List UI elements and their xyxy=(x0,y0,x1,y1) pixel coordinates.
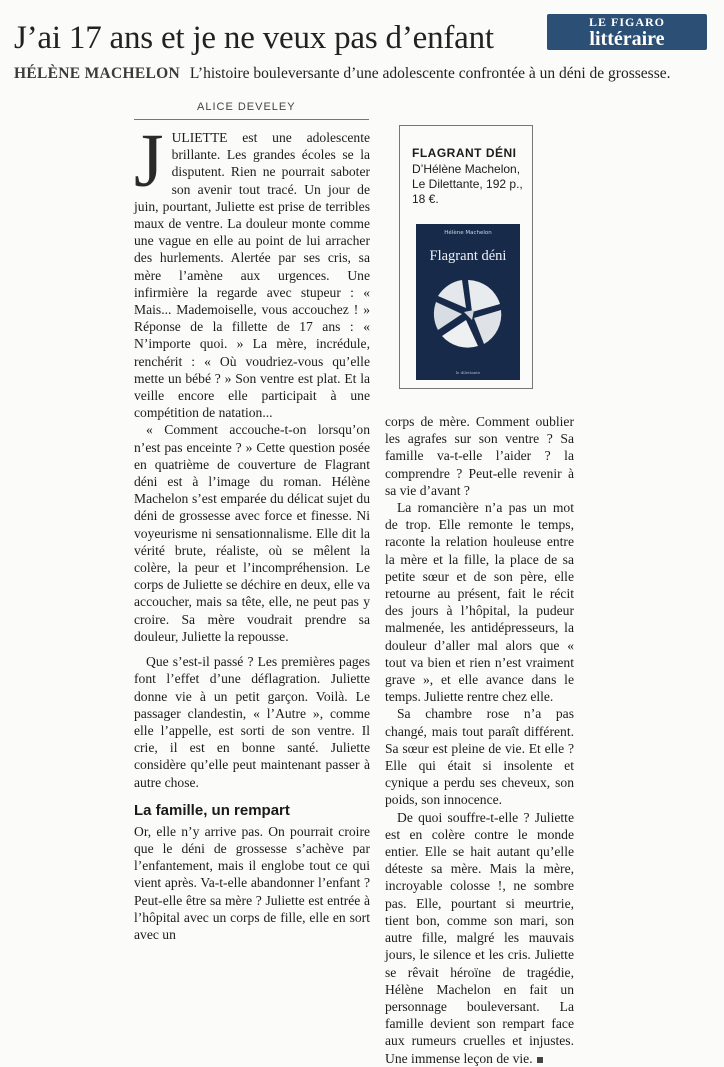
byline: ALICE DEVELEY xyxy=(197,101,296,113)
paragraph-8 xyxy=(385,809,574,1067)
article-column-2 xyxy=(385,413,574,1067)
paragraph-2: « Comment accouche-t-on lorsqu’on n’est pas enceinte ? » Cette question posée en quatrième de couverture de Flagrant déni est à l’image du roman. Hélène Machelon s’est emparée du délicat sujet du déni de grossesse avec force et finesse. Ni voyeurisme ni sensationnalisme. Elle dit la vérité brute, réaliste, où se mêlent la colère, la peur et l’incompréhension. Le corps de Juliette se déchire en deux, elle va accoucher, mais sa tête, elle, ne peut pas y croire. Sa mère voudrait prendre sa douleur, Juliette la repousse. xyxy=(134,422,370,644)
standfirst: L’histoire bouleversante d’une adolescente confrontée à un déni de grossesse. xyxy=(189,65,671,82)
section-subtitle: La famille, un rempart xyxy=(134,801,290,819)
paragraph-3: Que s’est-il passé ? Les premières pages font l’effet d’une déflagration. Juliette donne vie à un petit garçon. Voilà. Le passager clandestin, « l’Autre », comme elle l’appelle, est sorti de son ventre. Il crie, il est en bonne santé. Juliette considère qu’elle peut maintenant passer à autre chose. xyxy=(134,654,370,790)
cover-title: Flagrant déni xyxy=(429,248,507,264)
paragraph-1-text: ULIETTE est une adolescente brillante. Les grandes écoles se la disputent. Rien ne pourrait saboter son avenir tout tracé. Un jour de juin, pourtant, Juliette est prise de terribles maux de ventre. La douleur monte comme une vague en elle au point de lui arracher des hurlements. Alertée par ses cris, sa mère l’amène aux urgences. Une infirmière la regarde avec stupeur : « Mais... Mademoiselle, vous accouchez ! » Réponse de la fillette de 17 ans : « N’importe quoi. » La mère, incrédule, renchérit : « Où voudriez-vous qu’elle mette un bébé ? » Son ventre est plat. Et la veille encore elle participait à une compétition de natation... xyxy=(134,130,370,421)
drop-cap: J xyxy=(134,119,164,203)
book-author: HÉLÈNE MACHELON xyxy=(14,65,180,82)
book-cover xyxy=(416,224,520,380)
standfirst-line xyxy=(14,64,670,84)
book-details: D’Hélène Machelon, Le Dilettante, 192 p., 18 €. xyxy=(412,162,523,206)
le-figaro-litteraire-logo xyxy=(547,14,707,50)
paragraph-4: Or, elle n’y arrive pas. On pourrait croire que le déni de grossesse s’achève par l’enfantement, mais il englobe tout ce qui vient après. Va-t-elle abandonner l’enfant ? Peut-elle être sa mère ? Juliette est entrée à l’hôpital avec un corps de fille, elle en sort avec un xyxy=(134,823,370,942)
cover-author: Hélène Machelon xyxy=(444,230,492,236)
byline-divider xyxy=(134,119,369,120)
paragraph-7: Sa chambre rose n’a pas changé, mais tout paraît différent. Sa sœur est pleine de vie. Et elle ? Elle qui était si insolente et cynique a perdu ses cheveux, son poids, son innocence. xyxy=(385,706,574,808)
article-column-1 xyxy=(134,119,370,943)
paragraph-1 xyxy=(134,119,370,421)
paragraph-5: corps de mère. Comment oublier les agrafes sur son ventre ? Sa famille va-t-elle l’aider ? la comprendre ? Peut-elle revenir à sa vie d’avant ? xyxy=(385,414,574,498)
book-info-box xyxy=(399,125,533,389)
logo-bottom-text: littéraire xyxy=(589,28,665,50)
headline: J’ai 17 ans et je ne veux pas d’enfant xyxy=(14,20,494,56)
paragraph-6: La romancière n’a pas un mot de trop. Elle remonte le temps, raconte la relation houleuse entre la mère et la fille, la place de sa petite sœur et de son père, elle retourne au présent, fait le récit des jours à l’hôpital, la pudeur malmenée, les antidépresseurs, la douleur d’aller mal alors que « tout va bien et rien n’est vraiment grave », et elle avance dans le temps. Juliette rentre chez elle. xyxy=(385,500,574,705)
logo-top-text: LE FIGARO xyxy=(588,15,665,29)
cover-publisher: le dilettante xyxy=(455,370,481,375)
book-title: FLAGRANT DÉNI xyxy=(412,146,517,160)
end-of-article-mark xyxy=(537,1057,543,1063)
paragraph-8-text: De quoi souffre-t-elle ? Juliette est en colère contre le monde entier. Elle se hait autant qu’elle déteste sa mère. Mais la mère, incroyable colosse !, ne sombre pas. Elle, pourtant si meurtrie, tient bon, comme son mari, son autre fille, malgré les mauvais jours, le silence et les cris. Juliette se rêvait héroïne de tragédie, Hélène Machelon en fait un personnage bouleversant. La famille devient son rempart face aux rumeurs cruelles et injustes. Une immense leçon de vie. xyxy=(385,809,574,1066)
shattered-disc-illustration xyxy=(428,274,508,354)
